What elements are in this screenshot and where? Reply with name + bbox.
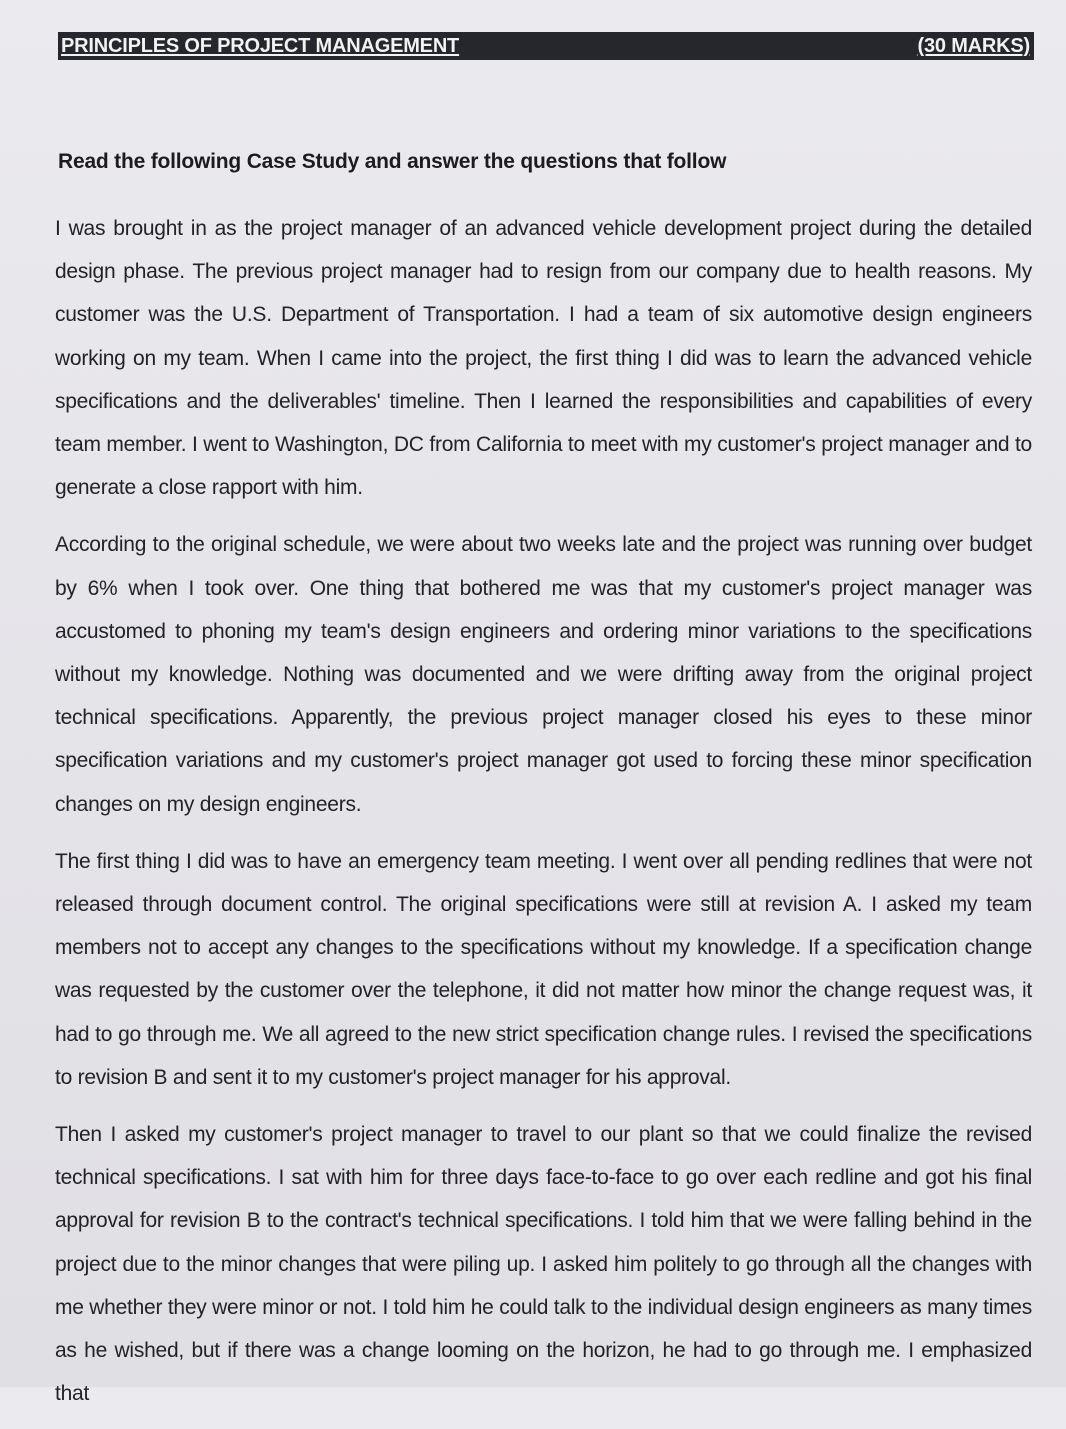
section-header-bar (58, 32, 1034, 60)
case-study-text (55, 207, 1032, 1429)
section-title: PRINCIPLES OF PROJECT MANAGEMENT (61, 34, 460, 57)
instruction-heading: Read the following Case Study and answer the questions that follow (58, 150, 727, 173)
case-study-paragraph-3: The first thing I did was to have an emergency team meeting. I went over all pending redlines that were not released through document control. The original specifications were still at revision A. I asked my team members not to accept any changes to the specifications without my knowledge. If a specification change was requested by the customer over the telephone, it did not matter how minor the change request was, it had to go through me. We all agreed to the new strict specification change rules. I revised the specifications to revision B and sent it to my customer's project manager for his approval. (55, 849, 1032, 1089)
case-study-paragraph-2: According to the original schedule, we were about two weeks late and the project was running over budget by 6% when I took over. One thing that bothered me was that my customer's project manager was accustomed to phoning my team's design engineers and ordering minor variations to the specifications without my knowledge. Nothing was documented and we were drifting away from the original project technical specifications. Apparently, the previous project manager closed his eyes to these minor specification variations and my customer's project manager got used to forcing these minor specification changes on my design engineers. (55, 533, 1032, 816)
case-study-paragraph-4: Then I asked my customer's project manager to travel to our plant so that we could finalize the revised technical specifications. I sat with him for three days face-to-face to go over each redline and got his final approval for revision B to the contract's technical specifications. I told him that we were falling behind in the project due to the minor changes that were piling up. I asked him politely to go through all the changes with me whether they were minor or not. I told him he could talk to the individual design engineers as many times as he wished, but if there was a change looming on the horizon, he had to go through me. I emphasized that (55, 1123, 1032, 1406)
marks-label: (30 MARKS) (917, 34, 1030, 57)
case-study-paragraph-1: I was brought in as the project manager of an advanced vehicle development project during the detailed design phase. The previous project manager had to resign from our company due to health reasons. My customer was the U.S. Department of Transportation. I had a team of six automotive design engineers working on my team. When I came into the project, the first thing I did was to learn the advanced vehicle specifications and the deliverables' timeline. Then I learned the responsibilities and capabilities of every team member. I went to Washington, DC from California to meet with my customer's project manager and to generate a close rapport with him. (55, 217, 1032, 500)
